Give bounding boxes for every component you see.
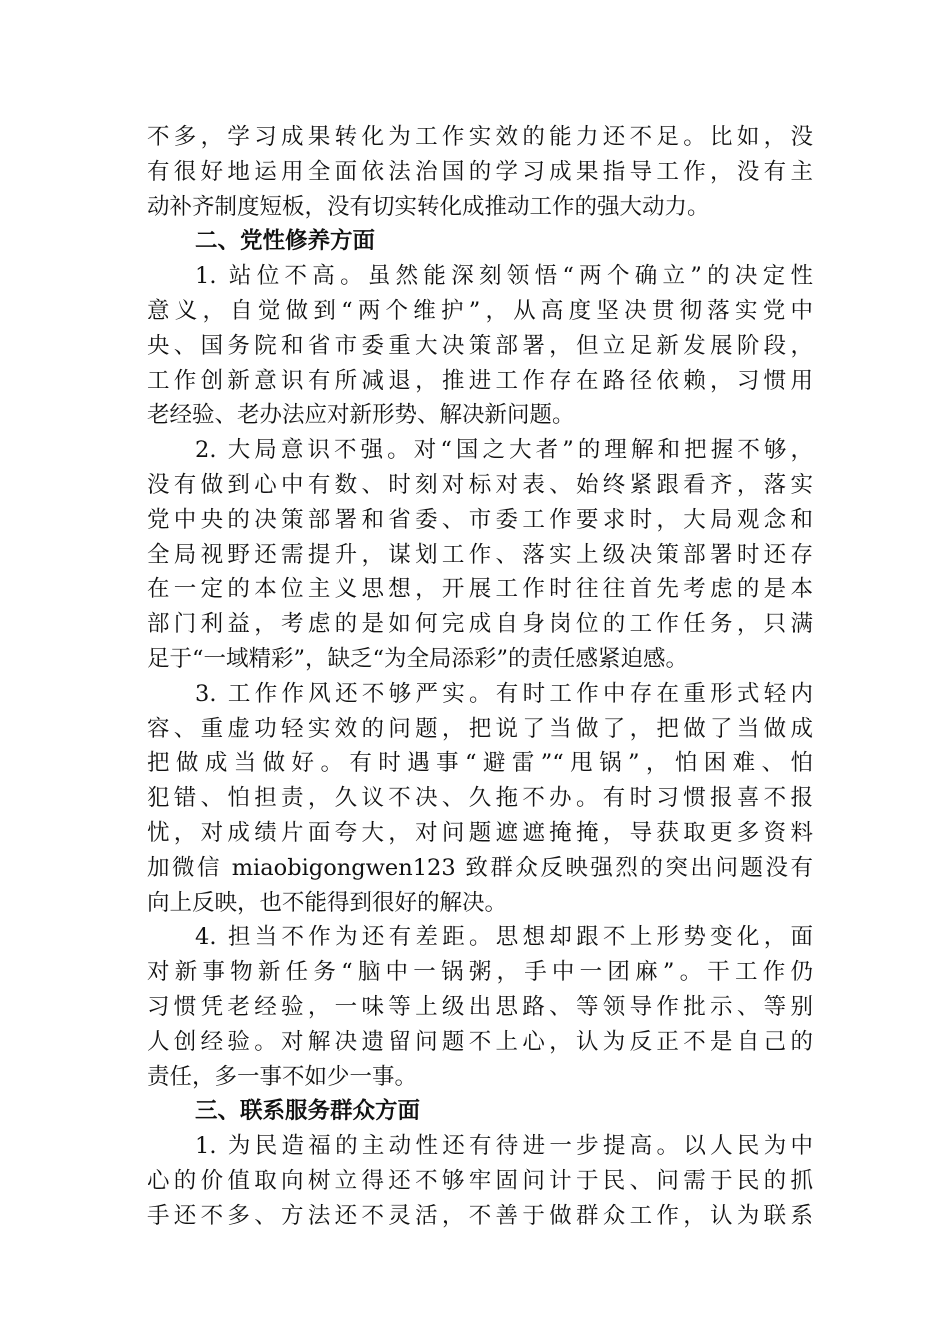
text-line: 4. 担当不作为还有差距。思想却跟不上形势变化，面 [195, 924, 813, 951]
section-heading-serving-masses [147, 1094, 813, 1129]
text-line: 不多，学习成果转化为工作实效的能力还不足。比如，没 [147, 124, 813, 150]
text-line: 足于“一域精彩”，缺乏“为全局添彩”的责任感紧迫感。 [147, 645, 689, 672]
text-line: 老经验、老办法应对新形势、解决新问题。 [147, 402, 575, 429]
text-line: 向上反映，也不能得到很好的解决。 [147, 889, 508, 916]
paragraph-item-1-standpoint [147, 259, 813, 433]
text-line: 党中央的决策部署和省委、市委工作要求时，大局观念和 [147, 506, 813, 533]
paragraph-item-3-work-style [147, 677, 813, 921]
text-line: 动补齐制度短板，没有切实转化成推动工作的强大动力。 [147, 193, 710, 220]
text-line: 责任，多一事不如少一事。 [147, 1063, 418, 1090]
text-line: 手还不多、方法还不灵活，不善于做群众工作，认为联系 [147, 1202, 813, 1229]
text-line: 心的价值取向树立得还不够牢固问计于民、问需于民的抓 [147, 1167, 813, 1194]
text-line: 有很好地运用全面依法治国的学习成果指导工作，没有主 [147, 158, 813, 185]
text-line: 全局视野还需提升，谋划工作、落实上级决策部署时还存 [147, 541, 813, 568]
paragraph-item-1-benefit-people [147, 1129, 813, 1233]
text-line: 加微信 miaobigongwen123 致群众反映强烈的突出问题没有 [147, 854, 813, 881]
text-line: 3. 工作作风还不够严实。有时工作中存在重形式轻内 [195, 680, 813, 707]
paragraph-continuation [147, 120, 813, 224]
text-line: 在一定的本位主义思想，开展工作时往往首先考虑的是本 [147, 576, 813, 603]
text-line: 犯错、怕担责，久议不决、久拖不办。有时习惯报喜不报 [147, 785, 813, 812]
section-heading: 三、联系服务群众方面 [195, 1098, 421, 1125]
text-line: 人创经验。对解决遗留问题不上心，认为反正不是自己的 [147, 1028, 813, 1055]
text-line: 没有做到心中有数、时刻对标对表、始终紧跟看齐，落实 [147, 471, 813, 498]
text-line: 央、国务院和省市委重大决策部署，但立足新发展阶段， [147, 332, 813, 359]
text-line: 工作创新意识有所减退，推进工作存在路径依赖，习惯用 [147, 367, 813, 394]
text-line: 容、重虚功轻实效的问题，把说了当做了，把做了当做成 [147, 715, 813, 742]
section-heading: 二、党性修养方面 [195, 228, 376, 255]
text-line: 意义，自觉做到“两个维护”，从高度坚决贯彻落实党中 [147, 297, 813, 324]
section-heading-party-cultivation [147, 224, 813, 259]
document-body [147, 120, 813, 1234]
paragraph-item-2-overall-awareness [147, 433, 813, 677]
text-line: 把做成当做好。有时遇事“避雷”“甩锅”，怕困难、怕 [147, 750, 813, 777]
text-line: 1. 为民造福的主动性还有待进一步提高。以人民为中 [195, 1133, 813, 1160]
text-line: 对新事物新任务“脑中一锅粥，手中一团麻”。干工作仍 [147, 959, 813, 986]
text-line: 2. 大局意识不强。对“国之大者”的理解和把握不够， [195, 437, 813, 464]
text-line: 1. 站位不高。虽然能深刻领悟“两个确立”的决定性 [195, 263, 813, 290]
text-line: 忧，对成绩片面夸大，对问题遮遮掩掩，导获取更多资料 [147, 819, 813, 846]
text-line: 习惯凭老经验，一味等上级出思路、等领导作批示、等别 [147, 993, 813, 1020]
paragraph-item-4-responsibility [147, 920, 813, 1094]
text-line: 部门利益，考虑的是如何完成自身岗位的工作任务，只满 [147, 611, 813, 638]
